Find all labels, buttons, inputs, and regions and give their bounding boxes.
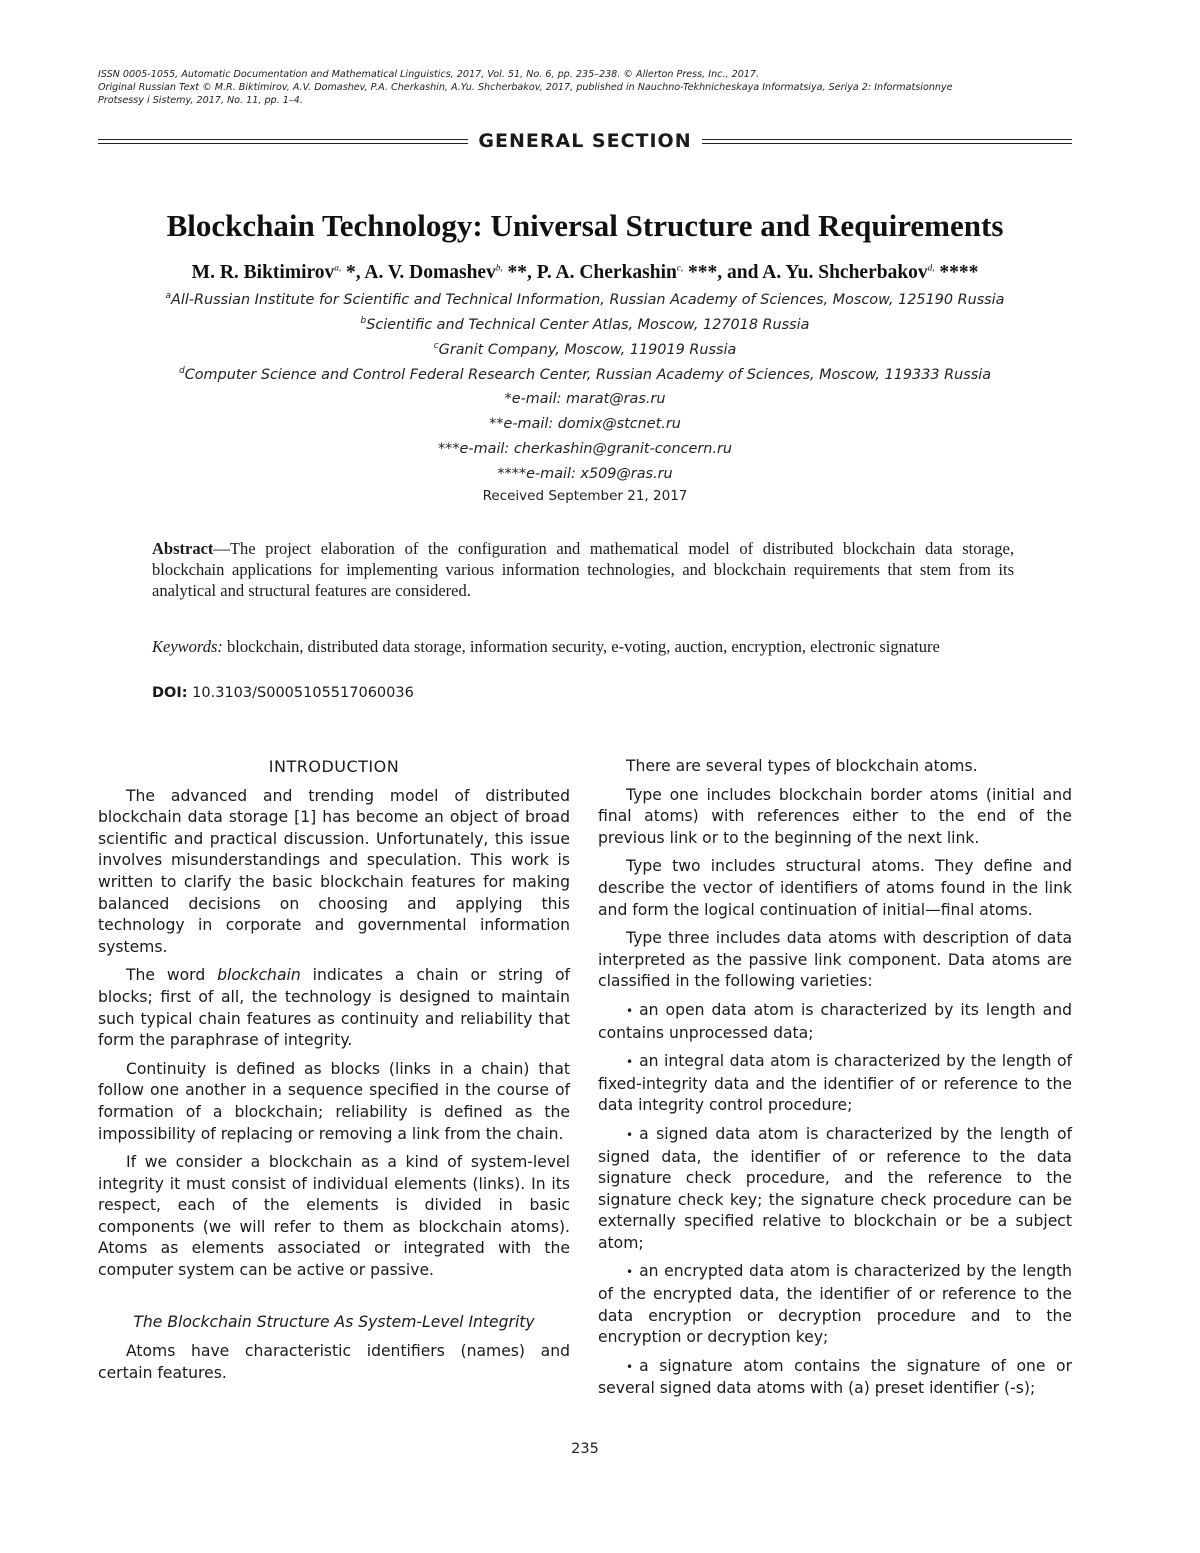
- section-banner: [98, 128, 1072, 154]
- affiliation-text: All-Russian Institute for Scientific and Technical Information, Russian Academy of Sciences, Moscow, 125190 Russia: [170, 291, 1005, 308]
- section-heading-introduction: INTRODUCTION: [268, 757, 400, 776]
- section-title: GENERAL SECTION: [478, 130, 692, 152]
- left-column: [98, 756, 570, 1391]
- author-affiliation-mark: d,: [927, 262, 935, 273]
- author-email-mark: **,: [502, 262, 537, 283]
- bullet-item: • an open data atom is characterized by its length and contains unprocessed data;: [598, 1000, 1072, 1044]
- affiliation: [0, 366, 1170, 383]
- affiliation-text: Computer Science and Control Federal Research Center, Russian Academy of Sciences, Moscow, 119333 Russia: [184, 366, 992, 383]
- affiliation-mark: a: [165, 291, 171, 301]
- paragraph: The advanced and trending model of distributed blockchain data storage [1] has become an object of broad scientific and practical discussion. Unfortunately, this issue involves misunderstandings and speculation. This work is written to clarify the basic blockchain features for making balanced decisions on choosing and applying this technology in corporate and governmental information systems.: [98, 786, 570, 956]
- author-affiliation-mark: c,: [676, 262, 684, 273]
- emphasis-term: blockchain: [217, 966, 301, 985]
- header-line-2: Original Russian Text © M.R. Biktimirov, A.V. Domashev, P.A. Cherkashin, A.Yu. Shcherbakov, 2017, published in Nauchno-Tekhnicheskaya Informatsiya, Seriya 2: Informatsionnye: [98, 82, 953, 93]
- author-name: P. A. Cherkashin: [536, 262, 677, 283]
- doi-value: 10.3103/S0005105517060036: [187, 685, 414, 701]
- page-number: 235: [571, 1441, 599, 1457]
- right-column: [598, 756, 1072, 1407]
- journal-header: [98, 68, 1078, 107]
- email-line: ****e-mail: x509@ras.ru: [497, 466, 673, 482]
- email-line: **e-mail: domix@stcnet.ru: [489, 416, 681, 432]
- affiliation-mark: c: [433, 341, 439, 351]
- keywords: [152, 636, 1014, 657]
- author-affiliation-mark: b,: [495, 262, 503, 273]
- author-name: A. V. Domashev: [364, 262, 496, 283]
- received-date: Received September 21, 2017: [482, 488, 688, 504]
- doi: [152, 685, 414, 701]
- affiliation-mark: b: [360, 316, 367, 326]
- abstract-text: —The project elaboration of the configuration and mathematical model of distributed blockchain data storage, blockchain applications for implementing various information technologies, and blockchain requirements that stem from its analytical and structural features are considered.: [152, 539, 1014, 600]
- doi-label: DOI:: [152, 685, 188, 701]
- affiliation-text: Scientific and Technical Center Atlas, Moscow, 127018 Russia: [366, 316, 810, 333]
- affiliation: [0, 316, 1170, 333]
- email-line: ***e-mail: cherkashin@granit-concern.ru: [437, 441, 733, 457]
- right-double-rule: [702, 139, 1072, 144]
- subsection-heading: The Blockchain Structure As System-Level Integrity: [133, 1312, 535, 1331]
- abstract: [152, 538, 1014, 601]
- author-list: [0, 262, 1170, 284]
- bullet-item: • a signed data atom is characterized by the length of signed data, the identifier of or reference to the data signature check procedure, and the reference to the signature check key; the signature check procedure can be externally specified relative to blockchain or be a subject atom;: [598, 1124, 1072, 1255]
- paper-title: Blockchain Technology: Universal Structure and Requirements: [166, 208, 1004, 243]
- affiliation-mark: d: [178, 366, 185, 376]
- paragraph-text: The word: [126, 966, 218, 985]
- paragraph: Continuity is defined as blocks (links in a chain) that follow one another in a sequence specified in the course of formation of a blockchain; reliability is defined as the impossibility of replacing or removing a link from the chain.: [98, 1059, 570, 1143]
- author-email-mark: ***, and: [683, 262, 763, 283]
- header-line-1: ISSN 0005-1055, Automatic Documentation and Mathematical Linguistics, 2017, Vol. 51, No. 6, pp. 235–238. © Allerton Press, Inc., 2017.: [98, 69, 760, 80]
- abstract-label: Abstract: [152, 539, 214, 558]
- paragraph: There are several types of blockchain atoms.: [626, 757, 978, 775]
- author-name: A. Yu. Shcherbakov: [762, 262, 928, 283]
- paragraph: [98, 965, 570, 1051]
- email-line: *e-mail: marat@ras.ru: [504, 391, 666, 407]
- affiliation: [0, 291, 1170, 308]
- keywords-text: blockchain, distributed data storage, information security, e-voting, auction, encryption, electronic signature: [222, 637, 940, 656]
- paragraph: Type one includes blockchain border atoms (initial and final atoms) with references either to the end of the previous link or to the beginning of the next link.: [598, 785, 1072, 847]
- header-line-3: Protsessy i Sistemy, 2017, No. 11, pp. 1–4.: [98, 95, 303, 106]
- bullet-item: • an integral data atom is characterized by the length of fixed-integrity data and the identifier of or reference to the data integrity control procedure;: [598, 1051, 1072, 1117]
- paragraph: If we consider a blockchain as a kind of system-level integrity it must consist of individual elements (links). In its respect, each of the elements is divided in basic components (we will refer to them as blockchain atoms). Atoms as elements associated or integrated with the computer system can be active or passive.: [98, 1153, 570, 1280]
- paragraph: Type two includes structural atoms. They define and describe the vector of identifiers of atoms found in the link and form the logical continuation of initial—final atoms.: [598, 857, 1072, 919]
- author-name: M. R. Biktimirov: [191, 262, 335, 283]
- keywords-label: Keywords:: [152, 637, 223, 656]
- affiliation: [0, 341, 1170, 358]
- author-email-mark: ****: [934, 262, 979, 283]
- author-affiliation-mark: a,: [334, 262, 342, 273]
- paragraph: Atoms have characteristic identifiers (names) and certain features.: [98, 1342, 570, 1382]
- author-email-mark: *,: [341, 262, 365, 283]
- left-double-rule: [98, 139, 468, 144]
- affiliation-text: Granit Company, Moscow, 119019 Russia: [438, 341, 737, 358]
- bullet-item: • an encrypted data atom is characterized by the length of the encrypted data, the identifier of or reference to the data encryption or decryption procedure and to the encryption or decryption key;: [598, 1261, 1072, 1348]
- paragraph-text: indicates a chain or string of blocks; first of all, the technology is designed to maintain such typical chain features as continuity and reliability that form the paraphrase of integrity.: [98, 966, 570, 1050]
- bullet-item: • a signature atom contains the signature of one or several signed data atoms with (a) preset identifier (-s);: [598, 1356, 1072, 1400]
- paragraph: Type three includes data atoms with description of data interpreted as the passive link component. Data atoms are classified in the following varieties:: [598, 929, 1072, 991]
